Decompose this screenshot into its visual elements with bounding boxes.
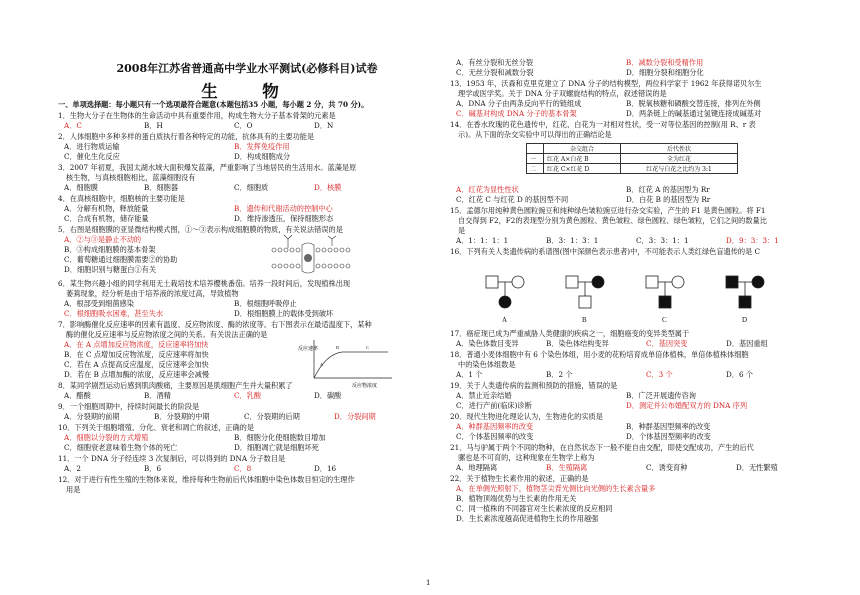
q1-option-a: A．C (64, 121, 82, 130)
pedigree-label-a: A (502, 316, 508, 324)
q5-option-c: C．葡萄糖通过细胞膜需要②的协助 (64, 255, 178, 264)
question-17: 17．癌症现已成为严重威胁人类健康的疾病之一，细胞癌变的变异类型属于 (450, 329, 690, 338)
q5-option-a: A．②与③是静止不动的 (64, 235, 142, 244)
exam-title: 2008年江苏省普通高中学业水平测试(必修科目)试卷 (116, 62, 378, 75)
q3-option-d: D．核膜 (314, 183, 342, 192)
cross-table (526, 143, 738, 174)
subject-title: 生 物 (201, 82, 293, 101)
question-7-cont: 酶的催化反应速率与反应物浓度之间的关系。有关说法正确的是 (66, 330, 268, 339)
q15-option-a: A．1：1：1：1 (456, 236, 509, 245)
q15-option-d: D．9：3：3：1 (726, 236, 779, 245)
question-13: 13．1953 年，沃森和克里克建立了 DNA 分子的结构模型，两位科学家于 1962 年获得诺贝尔生 (450, 79, 762, 88)
q22-option-a: A．在单侧光照射下，植物茎尖背光侧比向光侧的生长素含量多 (456, 484, 656, 493)
q4-option-d: D．维持渗透压，保持细胞形态 (234, 214, 334, 223)
q17-option-a: A．染色体数目变异 (456, 339, 519, 348)
q21-option-c: C．诱变育种 (646, 463, 688, 472)
q12-option-a: A．有丝分裂和无丝分裂 (456, 58, 534, 67)
svg-text:C: C (366, 345, 370, 350)
q10-option-b: B．细胞分化使细胞数目增加 (234, 433, 326, 442)
table-cell: 红花 A×白花 B (544, 154, 621, 164)
q2-option-a: A．进行物质运输 (64, 142, 120, 151)
question-12-cont: 用是 (66, 485, 81, 494)
q3-option-a: A．细胞膜 (64, 183, 98, 192)
q5-option-b: B．③构成细胞膜的基本骨架 (64, 245, 156, 254)
q7-option-c: C．若在 A 点提高反应温度，反应速率会加快 (64, 360, 209, 369)
table-header: 后代性状 (621, 144, 738, 154)
q7-option-b: B．在 C 点增加反应物浓度，反应速率将加快 (64, 350, 209, 359)
q13-option-b: B．脱氧核糖和磷酸交替连接，排列在外侧 (626, 99, 761, 108)
q12-option-c: C．无丝分裂和减数分裂 (456, 68, 534, 77)
question-14: 14．在香水玫瑰的花色遗传中，红花、白花为一对相对性状，受一对等位基因的控制(用 R、r 表 (450, 120, 756, 129)
table-cell: 红花与白花之比约为 3:1 (621, 164, 738, 174)
q11-option-b: B．6 (144, 464, 162, 473)
q21-option-b: B．生殖隔离 (546, 463, 588, 472)
question-10: 10．下列关于细胞增殖、分化、衰老和凋亡的叙述，正确的是 (58, 423, 255, 432)
q6-option-b: B．根细胞呼吸停止 (234, 299, 297, 308)
q8-option-c: C．乳酸 (234, 391, 262, 400)
question-22: 22．关于植物生长素作用的叙述，正确的是 (450, 474, 589, 483)
svg-text:A: A (320, 362, 324, 367)
q13-option-d: D．两条链上的碱基通过氢键连接成碱基对 (626, 109, 762, 118)
pedigree-label-b: B (582, 316, 587, 324)
table-header: 杂交组合 (544, 144, 621, 154)
page-number: 1 (426, 579, 431, 587)
q20-option-a: A．种群基因频率的改变 (456, 422, 534, 431)
q6-option-a: A．根部受到细菌感染 (64, 299, 134, 308)
q4-option-c: C．合成有机物，储存能量 (64, 214, 149, 223)
q17-option-d: D．基因重组 (726, 339, 768, 348)
question-1: 1．生物大分子在生物体的生命活动中具有重要作用，构成生物大分子基本骨架的元素是 (58, 111, 336, 120)
question-8: 8．某同学剧烈运动后感到肌肉酸痛，主要原因是肌细胞产生并大量积累了 (58, 381, 293, 390)
q21-option-a: A．地理隔离 (456, 463, 498, 472)
q6-option-d: D．根细胞膜上的载体受到破坏 (234, 309, 334, 318)
q20-option-c: C．个体基因频率的改变 (456, 432, 534, 441)
question-14-cont: 示)。从下面的杂交实验中可以得出的正确结论是 (458, 130, 612, 139)
q19-option-b: B．广泛开展遗传咨询 (626, 391, 696, 400)
question-3-cont: 核生物，与真核细胞相比，蓝藻细胞没有 (66, 173, 196, 182)
q11-option-d: D．16 (314, 464, 337, 473)
q3-option-c: C．细胞质 (234, 183, 269, 192)
q18-option-d: D．6 个 (726, 370, 753, 379)
question-7: 7．影响酶催化反应速率的因素有温度、反应物浓度、酶的浓度等。右下图表示在最适温度下，某种 (58, 320, 372, 329)
q20-option-d: D．个体基因型频率的改变 (626, 432, 711, 441)
graph-y-label: 反应速率 (298, 347, 319, 352)
question-18-cont: 中的染色体组数是 (458, 360, 516, 369)
cell-membrane-diagram (266, 233, 358, 277)
question-12: 12．对于进行有性生殖的生物体来说，维持每种生物前后代体细胞中染色体数目恒定的生理作 (58, 475, 355, 484)
question-6-cont: 萎蔫现象，经分析是由于培养液的浓度过高，导致植物 (66, 289, 239, 298)
q1-option-b: B．H (144, 121, 163, 130)
question-9: 9．一个细胞周期中，持续时间最长的阶段是 (58, 402, 200, 411)
q9-option-d: D．分裂间期 (334, 412, 376, 421)
q7-option-d: D．若在 B 点增加酶的浓度，反应速率会减慢 (64, 370, 209, 379)
q9-option-b: B．分裂期的中期 (154, 412, 210, 421)
q14-option-d: D．白花 B 的基因型为 Rr (626, 195, 711, 204)
q8-option-a: A．醋酸 (64, 391, 91, 400)
question-11: 11．一个 DNA 分子经连续 3 次复制后，可以得到的 DNA 分子数目是 (58, 454, 286, 463)
table-cell: 全为红花 (621, 154, 738, 164)
question-21: 21．马与驴属于两个不同的物种，在自然状态下一般不能自由交配，即使交配成功，产生的后代 (450, 443, 754, 452)
q7-option-a: A．在 A 点增加反应物浓度，反应速率将加快 (64, 340, 209, 349)
question-18: 18．普通小麦体细胞中有 6 个染色体组，用小麦的花粉培育成单倍体植株，单倍体植株体细胞 (450, 350, 749, 359)
q14-option-a: A．红花为显性性状 (456, 185, 519, 194)
table-cell: 红花 C×红花 D (544, 164, 621, 174)
q18-option-c: C．3 个 (646, 370, 673, 379)
q8-option-d: D．碳酸 (314, 391, 342, 400)
q11-option-c: C．8 (234, 464, 252, 473)
q8-option-b: B．酒精 (144, 391, 171, 400)
pedigree-label-d: D (742, 316, 748, 324)
q9-option-a: A．分裂期的前期 (64, 412, 120, 421)
question-6: 6．某生物兴趣小组的同学利用无土栽培技术培养樱桃番茄。培养一段时间后，发现植株出现 (58, 279, 351, 288)
question-15: 15．孟德尔用纯种黄色圆粒豌豆和纯种绿色皱粒豌豆进行杂交实验，产生的 F1 是黄色圆粒。将 F1 (450, 206, 766, 215)
q19-option-c: C．进行产前(临床)诊断 (456, 401, 532, 410)
svg-text:B: B (336, 345, 340, 350)
q4-option-b: B．遗传和代谢活动的控制中心 (234, 204, 333, 213)
q21-option-d: D．无性繁殖 (736, 463, 778, 472)
q19-option-a: A．禁止近亲结婚 (456, 391, 512, 400)
q2-option-b: B．发挥免疫作用 (234, 142, 290, 151)
graph-x-label: 反应物浓度 (352, 384, 378, 389)
q22-option-d: D．生长素浓度越高促进植物生长的作用越强 (456, 514, 599, 523)
q17-option-c: C．基因突变 (646, 339, 688, 348)
question-2: 2．人体细胞中多种多样的蛋白质执行着各种特定的功能，抗体具有的主要功能是 (58, 132, 315, 141)
q10-option-d: D．细胞凋亡就是细胞坏死 (234, 443, 319, 452)
question-3: 3．2007 年初夏，我国太湖水域大面积爆发蓝藻，严重影响了当地居民的生活用水。蓝藻是原 (58, 163, 357, 172)
q18-option-b: B．2 个 (546, 370, 573, 379)
section-heading: 一、单项选择题：每小题只有一个选项最符合题意(本题包括35 小题，每小题 2 分，共 70 分)。 (58, 100, 369, 109)
q13-option-a: A．DNA 分子由两条反向平行的链组成 (456, 99, 582, 108)
q17-option-b: B．染色体结构变异 (546, 339, 609, 348)
q13-option-c: C．碱基对构成 DNA 分子的基本骨架 (456, 109, 577, 118)
question-16: 16．下列有关人类遗传病的系谱图(图中深颜色表示患者)中，不可能表示人类红绿色盲遗传的是 C (450, 247, 761, 256)
q6-option-c: C．根细胞吸水困难，甚至失水 (64, 309, 163, 318)
q2-option-c: C．催化生化反应 (64, 152, 120, 161)
question-5: 5．右图是细胞膜的亚显微结构模式图，①～③表示构成细胞膜的物质，有关说法错误的是 (58, 225, 343, 234)
q15-option-c: C．3：3：1：1 (636, 236, 689, 245)
q2-option-d: D．构成细胞成分 (234, 152, 291, 161)
q22-option-c: C．同一植株的不同器官对生长素浓度的反应相同 (456, 504, 613, 513)
question-13-cont: 理学或医学奖。关于 DNA 分子双螺旋结构的特点，叙述错误的是 (458, 89, 667, 98)
q1-option-c: C．O (234, 121, 253, 130)
q10-option-c: C．细胞衰老意味着生物个体的死亡 (64, 443, 178, 452)
q12-option-b: B．减数分裂和受精作用 (626, 58, 704, 67)
q14-option-c: C．红花 C 与红花 D 的基因型不同 (456, 195, 569, 204)
q15-option-b: B．3：1：3：1 (546, 236, 599, 245)
q1-option-d: D．N (314, 121, 334, 130)
question-20: 20．现代生物进化理论认为，生物进化的实质是 (450, 412, 603, 421)
q3-option-b: B．细胞器 (144, 183, 179, 192)
q18-option-a: A．1 个 (456, 370, 483, 379)
enzyme-rate-graph (296, 334, 396, 390)
q10-option-a: A．细胞以分裂的方式增殖 (64, 433, 149, 442)
pedigree-diagrams (480, 266, 820, 328)
table-cell: 一 (527, 154, 544, 164)
q4-option-a: A．分解有机物，释放能量 (64, 204, 149, 213)
q5-option-d: D．细胞识别与糖蛋白①有关 (64, 265, 157, 274)
question-15-cont: 是 (458, 226, 466, 235)
pedigree-label-c: C (662, 316, 667, 324)
question-15-cont: 自交得到 F2，F2的表现型分别为黄色圆粒、黄色皱粒、绿色圆粒、绿色皱粒，它们之间的数量比 (458, 216, 767, 225)
q12-option-d: D．细胞分裂和细胞分化 (626, 68, 704, 77)
q20-option-b: B．种群基因型频率的改变 (626, 422, 711, 431)
q22-option-b: B．植物顶端优势与生长素的作用无关 (456, 494, 577, 503)
q19-option-d: D．测定并公布婚配双方的 DNA 序列 (626, 401, 748, 410)
table-cell: 二 (527, 164, 544, 174)
q11-option-a: A．2 (64, 464, 81, 473)
q14-option-b: B．红花 A 的基因型为 Rr (626, 185, 710, 194)
question-21-cont: 骡也是不可育的，这种现象在生物学上称为 (458, 453, 595, 462)
question-4: 4．在真核细胞中，细胞核的主要功能是 (58, 194, 185, 203)
question-19: 19．关于人类遗传病的监测和预防的措施，错误的是 (450, 381, 618, 390)
q9-option-c: C．分裂期的后期 (244, 412, 300, 421)
